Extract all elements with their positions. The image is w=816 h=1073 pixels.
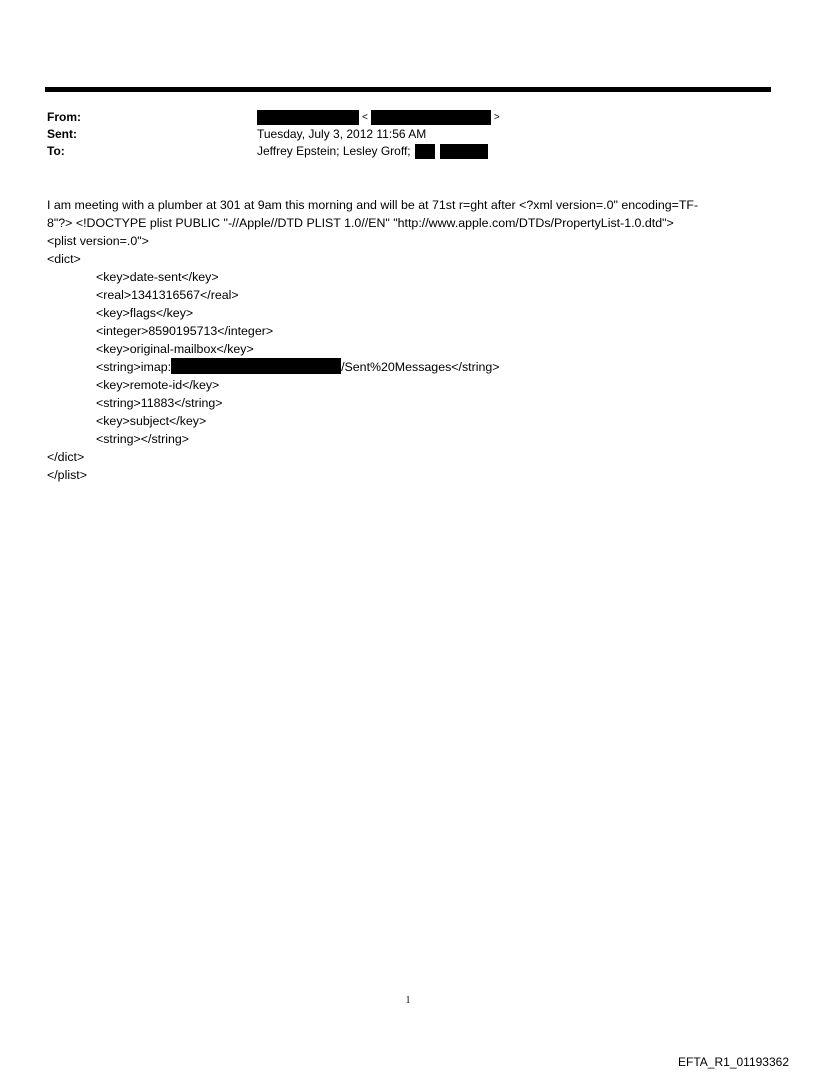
- bates-number: EFTA_R1_01193362: [678, 1055, 789, 1069]
- plist-imap-line: [47, 358, 772, 376]
- from-open-angle: <: [362, 112, 368, 123]
- sent-label: Sent:: [47, 127, 77, 141]
- from-value: [257, 109, 503, 126]
- from-row: [47, 109, 503, 126]
- imap-suffix: /Sent%20Messages</string>: [341, 360, 500, 374]
- plist-line: <key>date-sent</key>: [96, 270, 219, 284]
- sent-row: [47, 126, 503, 143]
- redaction-box: [171, 358, 341, 374]
- to-row: [47, 143, 503, 160]
- plist-line: <string>11883</string>: [96, 396, 223, 410]
- redaction-box: [415, 144, 435, 159]
- plist-line: <real>1341316567</real>: [96, 288, 239, 302]
- email-header: [47, 109, 503, 160]
- plist-line: <key>subject</key>: [96, 414, 207, 428]
- body-line: </plist>: [47, 468, 87, 482]
- email-body: [47, 196, 772, 484]
- body-line: </dict>: [47, 450, 85, 464]
- body-line: I am meeting with a plumber at 301 at 9am this morning and will be at 71st r=ght after <?xml version=.0" encoding=TF-: [47, 198, 699, 212]
- plist-line: <key>remote-id</key>: [96, 378, 220, 392]
- body-line: <plist version=.0">: [47, 234, 149, 248]
- sent-value: Tuesday, July 3, 2012 11:56 AM: [257, 127, 427, 141]
- plist-line: <string></string>: [96, 432, 189, 446]
- to-value: [257, 143, 488, 160]
- redaction-box: [371, 110, 491, 125]
- redaction-box: [440, 144, 488, 159]
- header-rule: [45, 87, 771, 92]
- plist-line: <integer>8590195713</integer>: [96, 324, 274, 338]
- page-number: 1: [405, 995, 411, 1006]
- from-label: From:: [47, 110, 81, 124]
- body-line: <dict>: [47, 252, 81, 266]
- redaction-box: [257, 110, 359, 125]
- body-line: 8"?> <!DOCTYPE plist PUBLIC "-//Apple//DTD PLIST 1.0//EN" "http://www.apple.com/DTDs/PropertyList-1.0.dtd">: [47, 216, 674, 230]
- to-label: To:: [47, 144, 65, 158]
- from-close-angle: >: [493, 112, 500, 123]
- to-recipients: Jeffrey Epstein; Lesley Groff;: [257, 144, 411, 158]
- plist-line: <key>flags</key>: [96, 306, 194, 320]
- plist-line: <key>original-mailbox</key>: [96, 342, 254, 356]
- imap-prefix: <string>imap:: [96, 360, 172, 374]
